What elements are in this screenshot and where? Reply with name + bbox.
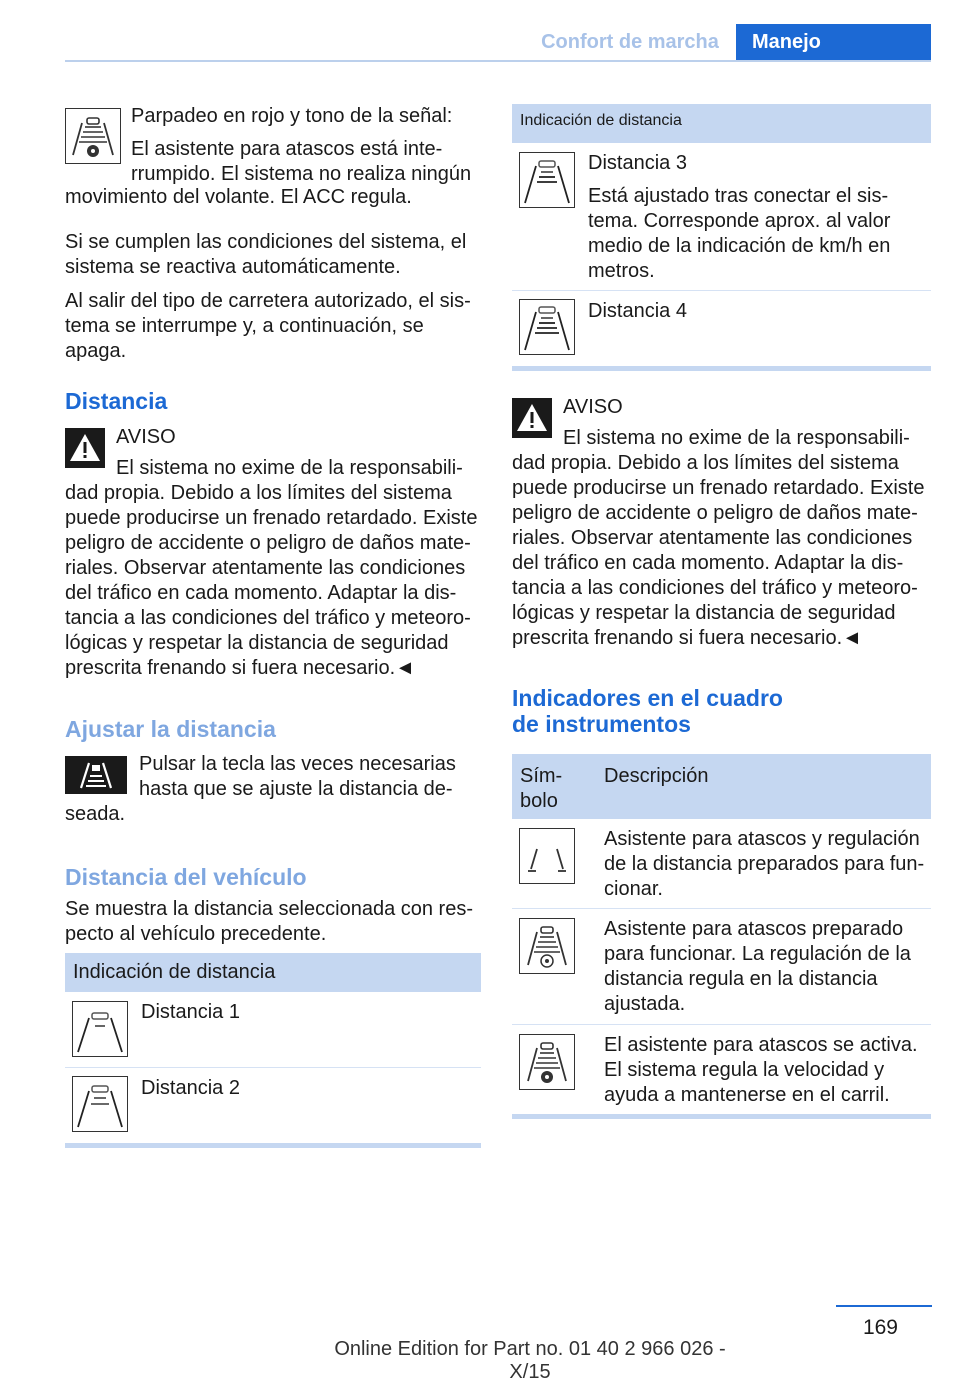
paragraph: hasta que se ajuste la distancia de- <box>139 778 453 800</box>
warning-icon <box>512 398 552 434</box>
intro-text: El asistente para atascos está inte- <box>131 138 443 160</box>
paragraph: Pulsar la tecla las veces necesarias <box>139 753 456 775</box>
row-divider <box>512 908 931 909</box>
traffic-jam-assist-ready-icon <box>519 918 575 974</box>
row-divider <box>512 290 931 291</box>
paragraph: Si se cumplen las condiciones del sistema, el <box>65 231 467 253</box>
section-heading-ajustar: Ajustar la distancia <box>65 716 276 742</box>
warning-line: prescrita frenando si fuera necesario.◄ <box>512 627 862 649</box>
table-header-row <box>512 754 931 819</box>
table-cell: ayuda a mantenerse en el carril. <box>604 1084 890 1106</box>
column-header: Descripción <box>604 765 709 787</box>
distance-1-icon <box>72 1001 128 1057</box>
warning-line: peligro de accidente o peligro de daños mate- <box>512 502 918 524</box>
traffic-jam-assist-active-icon <box>519 1034 575 1090</box>
table-cell: Asistente para atascos preparado <box>604 918 904 940</box>
table-cell: Está ajustado tras conectar el sis- <box>588 185 889 207</box>
table-cell: El sistema regula la velocidad y <box>604 1059 885 1081</box>
table-cell: para funcionar. La regulación de la <box>604 943 911 965</box>
header-rule <box>65 60 931 62</box>
warning-line: puede producirse un frenado retardado. Existe <box>512 477 925 499</box>
table-cell-title: Distancia 3 <box>588 152 687 174</box>
section-heading-indicadores: de instrumentos <box>512 711 691 737</box>
footer-rule <box>836 1305 932 1307</box>
warning-line: riales. Observar atentamente las condiciones <box>512 527 913 549</box>
table-bottom-rule <box>65 1143 481 1148</box>
intro-text: movimiento del volante. El ACC regula. <box>65 186 412 208</box>
edition-text: Online Edition for Part no. 01 40 2 966 026 - X/15 <box>334 1338 726 1383</box>
distance-3-icon <box>519 152 575 208</box>
paragraph: sistema se reactiva automáticamente. <box>65 256 401 278</box>
distance-4-icon <box>519 299 575 355</box>
table-cell: distancia regula en la distancia <box>604 968 878 990</box>
paragraph: Se muestra la distancia seleccionada con res- <box>65 898 473 920</box>
warning-line: lógicas y respetar la distancia de seguridad <box>512 602 896 624</box>
table-header: Indicación de distancia <box>65 953 481 992</box>
section-heading-vehiculo: Distancia del vehículo <box>65 864 307 890</box>
warning-line: del tráfico en cada momento. Adaptar la dis- <box>512 552 904 574</box>
warning-line: del tráfico en cada momento. Adaptar la dis- <box>65 582 457 604</box>
warning-line: tancia a las condiciones del tráfico y meteoro- <box>512 577 918 599</box>
header-chapter-tab[interactable]: Manejo <box>736 24 931 61</box>
lane-markings-icon <box>519 828 575 884</box>
table-cell-title: Distancia 4 <box>588 300 687 322</box>
warning-line: El sistema no exime de la responsabili- <box>563 427 910 449</box>
warning-line: puede producirse un frenado retardado. Existe <box>65 507 478 529</box>
paragraph: apaga. <box>65 340 127 362</box>
warning-line: peligro de accidente o peligro de daños mate- <box>65 532 471 554</box>
table-cell: Distancia 1 <box>141 1001 240 1023</box>
traffic-jam-assist-active-icon <box>65 108 121 164</box>
row-divider <box>512 1024 931 1025</box>
warning-icon <box>65 428 105 464</box>
table-cell: cionar. <box>604 878 663 900</box>
table-cell: ajustada. <box>604 993 686 1015</box>
distance-button-icon <box>65 756 127 794</box>
table-bottom-rule <box>512 366 931 371</box>
table-bottom-rule <box>512 1114 931 1119</box>
table-cell: El asistente para atascos se activa. <box>604 1034 918 1056</box>
page-number: 169 <box>862 1316 898 1339</box>
warning-line: tancia a las condiciones del tráfico y meteoro- <box>65 607 471 629</box>
warning-line: lógicas y respetar la distancia de seguridad <box>65 632 449 654</box>
table-cell: metros. <box>588 260 655 282</box>
column-header: Sím- <box>520 765 563 787</box>
warning-title: AVISO <box>116 426 176 448</box>
column-header: bolo <box>520 790 558 812</box>
table-cell: Distancia 2 <box>141 1077 240 1099</box>
paragraph: pecto al vehículo precedente. <box>65 923 327 945</box>
warning-line: prescrita frenando si fuera necesario.◄ <box>65 657 415 679</box>
paragraph: Al salir del tipo de carretera autorizado, el sis- <box>65 290 471 312</box>
table-cell: medio de la indicación de km/h en <box>588 235 891 257</box>
intro-text: rrumpido. El sistema no realiza ningún <box>131 163 472 185</box>
row-divider <box>65 1067 481 1068</box>
paragraph: tema se interrumpe y, a continuación, se <box>65 315 424 337</box>
table-cell: de la distancia preparados para fun- <box>604 853 925 875</box>
table-header: Indicación de distancia <box>512 104 931 143</box>
section-heading-indicadores: Indicadores en el cuadro <box>512 685 783 711</box>
distance-2-icon <box>72 1076 128 1132</box>
warning-line: dad propia. Debido a los límites del sistema <box>65 482 452 504</box>
table-cell: Asistente para atascos y regulación <box>604 828 920 850</box>
header-section-tab[interactable]: Confort de marcha <box>541 31 719 53</box>
warning-line: El sistema no exime de la responsabili- <box>116 457 463 479</box>
table-cell: tema. Corresponde aprox. al valor <box>588 210 891 232</box>
warning-line: riales. Observar atentamente las condiciones <box>65 557 466 579</box>
intro-label: Parpadeo en rojo y tono de la señal: <box>131 105 453 127</box>
section-heading-distancia: Distancia <box>65 388 168 414</box>
warning-line: dad propia. Debido a los límites del sistema <box>512 452 899 474</box>
paragraph: seada. <box>65 803 126 825</box>
warning-title: AVISO <box>563 396 623 418</box>
